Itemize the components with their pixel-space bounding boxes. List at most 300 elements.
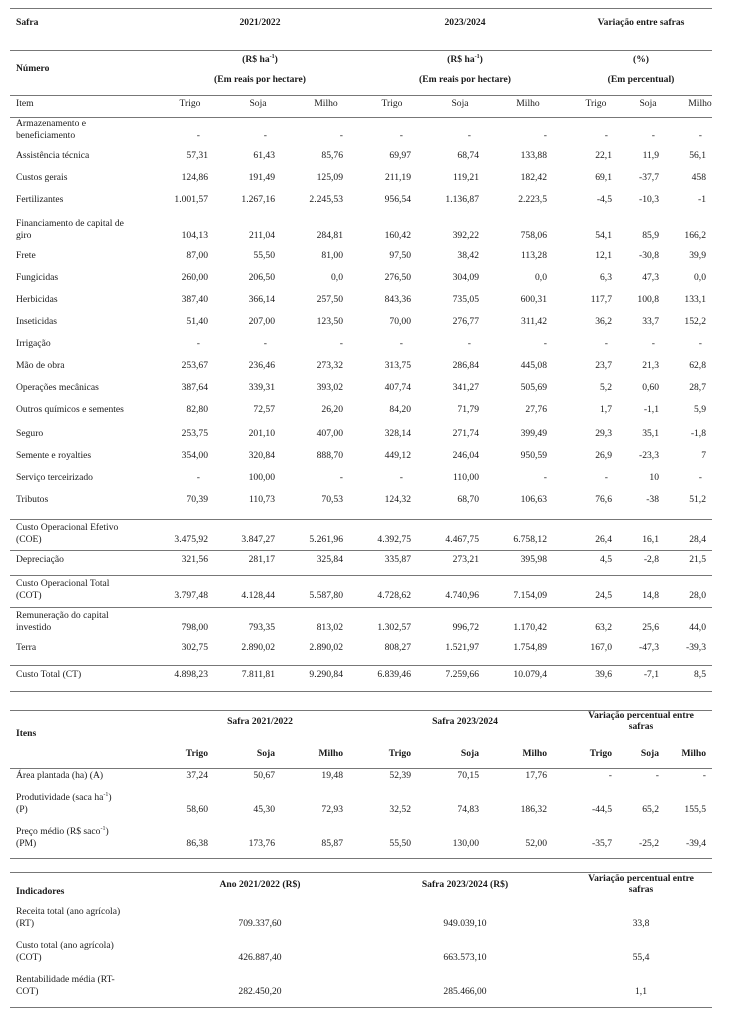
empty-value-cell: -	[698, 130, 702, 141]
value-cell: 282.450,20	[238, 986, 282, 997]
row-item-label: Fertilizantes	[16, 194, 64, 205]
value-cell: 82,80	[186, 404, 208, 415]
value-cell: 6,3	[600, 272, 612, 283]
row-item-label: Seguro	[16, 428, 44, 439]
value-cell: -23,3	[639, 450, 659, 461]
unit-text: (R$ ha	[447, 54, 475, 65]
unit-close: )	[479, 54, 483, 65]
empty-value-cell: -	[263, 130, 267, 141]
empty-value-cell: -	[399, 472, 403, 483]
unit-text: (R$ ha	[242, 54, 270, 65]
numero-label: Número	[16, 63, 50, 74]
value-cell: 808,27	[384, 642, 411, 653]
value-cell: 124,86	[181, 172, 208, 183]
row-item-label	[16, 792, 112, 804]
value-cell: 37,24	[186, 770, 208, 781]
row-item-label: Mão de obra	[16, 360, 65, 371]
value-cell: 387,64	[181, 382, 208, 393]
row-item-label: Assistência técnica	[16, 150, 90, 161]
empty-value-cell: -	[604, 338, 608, 349]
value-cell: 1.267,16	[241, 194, 275, 205]
value-cell: 26,4	[595, 534, 612, 545]
value-cell: 63,2	[595, 622, 612, 633]
itens-label: Itens	[16, 728, 37, 739]
value-cell: 1.754,89	[513, 642, 547, 653]
value-cell: 1,1	[635, 986, 647, 997]
value-cell: 57,31	[186, 150, 208, 161]
table-rule	[10, 8, 712, 9]
value-cell: 201,10	[248, 428, 275, 439]
row-item-label: (PM)	[16, 838, 37, 849]
row-item-label: Remuneração do capital	[16, 610, 109, 621]
row-item-label: Depreciação	[16, 554, 64, 565]
unit-sup: -1	[474, 54, 480, 60]
value-cell: 25,6	[642, 622, 659, 633]
value-cell: -4,5	[596, 194, 612, 205]
value-cell: 51,2	[689, 494, 706, 505]
value-cell: 393,02	[316, 382, 343, 393]
value-cell: 155,5	[684, 804, 706, 815]
row-item-label: Rentabilidade média (RT-	[16, 974, 115, 985]
crop-header-milho: Milho	[314, 98, 338, 109]
value-cell: 311,42	[520, 316, 547, 327]
value-cell: -1,8	[690, 428, 706, 439]
crop-header-milho: Milho	[516, 98, 540, 109]
row-item-label: (COE)	[16, 534, 42, 545]
value-cell: 4.898,23	[174, 669, 208, 680]
value-cell: 321,56	[181, 554, 208, 565]
value-cell: 320,84	[248, 450, 275, 461]
empty-value-cell: -	[651, 338, 655, 349]
value-cell: 69,1	[595, 172, 612, 183]
value-cell: -30,8	[639, 250, 659, 261]
safra-label: Safra	[16, 17, 39, 28]
value-cell: 407,74	[384, 382, 411, 393]
value-cell: 86,38	[186, 838, 208, 849]
empty-value-cell: -	[655, 770, 659, 781]
value-cell: 52,00	[525, 838, 547, 849]
value-cell: 191,49	[248, 172, 275, 183]
unit-sup: -1	[269, 54, 275, 60]
value-cell: 36,2	[595, 316, 612, 327]
value-cell: 22,1	[595, 150, 612, 161]
value-cell: 5,9	[694, 404, 706, 415]
crop-header-trigo: Trigo	[388, 748, 411, 759]
value-cell: 1.136,87	[445, 194, 479, 205]
value-cell: -38	[646, 494, 659, 505]
value-cell: 23,7	[595, 360, 612, 371]
empty-value-cell: -	[467, 130, 471, 141]
value-cell: 110,73	[248, 494, 275, 505]
value-cell: 253,75	[181, 428, 208, 439]
crop-header-trigo: Trigo	[589, 748, 612, 759]
value-cell: 152,2	[684, 316, 706, 327]
empty-value-cell: -	[196, 130, 200, 141]
value-cell: 286,84	[452, 360, 479, 371]
row-item-label: Operações mecânicas	[16, 382, 99, 393]
value-cell: 68,74	[457, 150, 479, 161]
value-cell: 7.154,09	[513, 590, 547, 601]
empty-value-cell: -	[196, 338, 200, 349]
crop-header-trigo: Trigo	[179, 98, 201, 109]
value-cell: 3.847,27	[241, 534, 275, 545]
row-item-label: Serviço terceirizado	[16, 472, 93, 483]
period-2021-header: 2021/2022	[239, 17, 281, 28]
value-cell: 366,14	[248, 294, 275, 305]
empty-value-cell: -	[604, 130, 608, 141]
value-cell: 84,20	[389, 404, 411, 415]
value-cell: 11,9	[642, 150, 659, 161]
value-cell: 395,98	[520, 554, 547, 565]
value-cell: 260,00	[181, 272, 208, 283]
value-cell: 458	[691, 172, 706, 183]
value-cell: 72,57	[253, 404, 275, 415]
table-rule	[10, 95, 712, 96]
indicadores-label: Indicadores	[16, 886, 65, 897]
value-cell: 70,53	[321, 494, 343, 505]
crop-header-milho: Milho	[688, 98, 712, 109]
value-cell: 166,2	[684, 230, 706, 241]
empty-value-cell: -	[604, 472, 608, 483]
period-2021-header: Safra 2021/2022	[227, 716, 293, 727]
value-cell: 26,20	[321, 404, 343, 415]
value-cell: -25,2	[639, 838, 659, 849]
empty-value-cell: -	[196, 472, 200, 483]
value-cell: 182,42	[520, 172, 547, 183]
value-cell: 51,40	[186, 316, 208, 327]
value-cell: -44,5	[592, 804, 612, 815]
value-cell: 7.811,81	[241, 669, 275, 680]
period-2023-header: Safra 2023/2024	[432, 716, 498, 727]
value-cell: 273,21	[452, 554, 479, 565]
value-cell: 354,00	[181, 450, 208, 461]
value-cell: -39,4	[686, 838, 706, 849]
indicators-table	[10, 860, 712, 1020]
value-cell: 28,0	[689, 590, 706, 601]
value-cell: 3.475,92	[174, 534, 208, 545]
value-cell: 211,04	[248, 230, 275, 241]
value-cell: 6.839,46	[377, 669, 411, 680]
unit-variation-desc: (Em percentual)	[607, 74, 675, 85]
value-cell: 0,0	[331, 272, 343, 283]
value-cell: 100,8	[637, 294, 659, 305]
unit-sup: -1	[100, 826, 106, 832]
value-cell: -10,3	[639, 194, 659, 205]
value-cell: 325,84	[316, 554, 343, 565]
value-cell: 600,31	[520, 294, 547, 305]
value-cell: 39,6	[595, 669, 612, 680]
value-cell: 87,00	[186, 250, 208, 261]
value-cell: 119,21	[452, 172, 479, 183]
empty-value-cell: -	[543, 130, 547, 141]
value-cell: 8,5	[694, 669, 706, 680]
crop-header-soja: Soja	[640, 748, 659, 759]
value-cell: 950,59	[520, 450, 547, 461]
value-cell: 5.261,96	[309, 534, 343, 545]
crop-header-trigo: Trigo	[381, 98, 403, 109]
value-cell: -1	[698, 194, 706, 205]
value-cell: 113,28	[520, 250, 547, 261]
value-cell: 27,76	[525, 404, 547, 415]
value-cell: 55,50	[253, 250, 275, 261]
row-item-label: (COT)	[16, 590, 42, 601]
crop-header-soja: Soja	[256, 748, 275, 759]
table-rule	[10, 607, 712, 608]
empty-value-cell: -	[263, 338, 267, 349]
value-cell: 1.521,97	[445, 642, 479, 653]
value-cell: 123,50	[316, 316, 343, 327]
unit-2021	[160, 54, 360, 66]
value-cell: 4.467,75	[445, 534, 479, 545]
value-cell: 70,15	[457, 770, 479, 781]
value-cell: 0,0	[535, 272, 547, 283]
value-cell: 85,9	[642, 230, 659, 241]
value-cell: 813,02	[316, 622, 343, 633]
value-cell: 9.290,84	[309, 669, 343, 680]
value-cell: 1.001,57	[174, 194, 208, 205]
value-cell: 54,1	[595, 230, 612, 241]
value-cell: 85,87	[321, 838, 343, 849]
value-cell: 341,27	[452, 382, 479, 393]
value-cell: 44,0	[689, 622, 706, 633]
value-cell: 996,72	[452, 622, 479, 633]
value-cell: 284,81	[316, 230, 343, 241]
row-item-label: Irrigação	[16, 338, 51, 349]
variation-header-line1: Variação percentual entre	[588, 710, 694, 721]
value-cell: 50,67	[253, 770, 275, 781]
value-cell: 276,50	[384, 272, 411, 283]
table-rule	[10, 575, 712, 576]
row-item-label: Fungicidas	[16, 272, 59, 283]
value-cell: 55,4	[632, 952, 650, 963]
row-item-label: Inseticidas	[16, 316, 58, 327]
empty-value-cell: -	[399, 338, 403, 349]
value-cell: 81,00	[321, 250, 343, 261]
value-cell: 426.887,40	[238, 952, 282, 963]
row-item-label: Receita total (ano agrícola)	[16, 906, 121, 917]
value-cell: 97,50	[389, 250, 411, 261]
empty-value-cell: -	[698, 338, 702, 349]
value-cell: 735,05	[452, 294, 479, 305]
table-rule	[10, 550, 712, 551]
value-cell: 10.079,4	[513, 669, 547, 680]
row-item-label: COT)	[16, 986, 39, 997]
row-item-label: Custo total (ano agrícola)	[16, 940, 114, 951]
value-cell: 110,00	[452, 472, 479, 483]
value-cell: 33,7	[642, 316, 659, 327]
period-2023-header: 2023/2024	[444, 17, 486, 28]
value-cell: 843,36	[384, 294, 411, 305]
value-cell: 6.758,12	[513, 534, 547, 545]
value-cell: 130,00	[452, 838, 479, 849]
row-item-label: Custo Operacional Total	[16, 578, 110, 589]
value-cell: 124,32	[384, 494, 411, 505]
crop-header-soja: Soja	[451, 98, 469, 109]
value-cell: 61,43	[253, 150, 275, 161]
empty-value-cell: -	[339, 338, 343, 349]
row-item-label: Terra	[16, 642, 37, 653]
value-cell: 888,70	[316, 450, 343, 461]
row-item-label: (RT)	[16, 918, 35, 929]
value-cell: 32,52	[389, 804, 411, 815]
value-cell: 45,30	[253, 804, 275, 815]
value-cell: 12,1	[595, 250, 612, 261]
row-item-label: giro	[16, 230, 32, 241]
row-item-label: Semente e royalties	[16, 450, 92, 461]
value-cell: 65,2	[642, 804, 659, 815]
value-cell: -1,1	[643, 404, 659, 415]
value-cell: 70,39	[186, 494, 208, 505]
value-cell: 5.587,80	[309, 590, 343, 601]
value-cell: 3.797,48	[174, 590, 208, 601]
empty-value-cell: -	[467, 338, 471, 349]
table-rule	[10, 117, 712, 118]
unit-variation: (%)	[633, 54, 649, 65]
value-cell: 85,76	[321, 150, 343, 161]
value-cell: -47,3	[639, 642, 659, 653]
unit-2023-desc: (Em reais por hectare)	[419, 74, 511, 85]
empty-value-cell: -	[543, 472, 547, 483]
value-cell: 206,50	[248, 272, 275, 283]
value-cell: 21,3	[642, 360, 659, 371]
crop-header-milho: Milho	[318, 748, 343, 759]
value-cell: 71,79	[457, 404, 479, 415]
table-rule	[10, 768, 712, 769]
table-rule	[10, 858, 712, 859]
item-text: Produtividade (saca ha	[16, 792, 104, 803]
value-cell: 2.245,53	[309, 194, 343, 205]
unit-2021-desc: (Em reais por hectare)	[214, 74, 306, 85]
value-cell: 62,8	[689, 360, 706, 371]
value-cell: 211,19	[384, 172, 411, 183]
value-cell: 4.392,75	[377, 534, 411, 545]
value-cell: -2,8	[643, 554, 659, 565]
value-cell: 246,04	[452, 450, 479, 461]
col-2021-header: Ano 2021/2022 (R$)	[219, 879, 301, 890]
value-cell: -35,7	[592, 838, 612, 849]
table-rule	[10, 1007, 712, 1008]
value-cell: 276,77	[452, 316, 479, 327]
row-item-label: Custo Total (CT)	[16, 669, 82, 680]
value-cell: 68,70	[457, 494, 479, 505]
value-cell: 798,00	[181, 622, 208, 633]
value-cell: 167,0	[590, 642, 612, 653]
value-cell: 7	[701, 450, 706, 461]
row-item-label: Outros químicos e sementes	[16, 404, 124, 415]
value-cell: 5,2	[600, 382, 612, 393]
value-cell: 505,69	[520, 382, 547, 393]
value-cell: 313,75	[384, 360, 411, 371]
row-item-label: Financiamento de capital de	[16, 218, 124, 229]
value-cell: 69,97	[389, 150, 411, 161]
value-cell: 709.337,60	[238, 918, 282, 929]
value-cell: 285.466,00	[443, 986, 487, 997]
value-cell: 207,00	[248, 316, 275, 327]
value-cell: 106,63	[520, 494, 547, 505]
value-cell: 38,42	[457, 250, 479, 261]
table-rule	[10, 665, 712, 666]
value-cell: 1,7	[600, 404, 612, 415]
row-item-label: Custos gerais	[16, 172, 68, 183]
row-item-label: beneficiamento	[16, 130, 76, 141]
value-cell: 0,60	[642, 382, 659, 393]
crop-header-soja: Soja	[639, 98, 657, 109]
value-cell: 117,7	[590, 294, 612, 305]
row-item-label: Tributos	[16, 494, 49, 505]
crop-header-trigo: Trigo	[185, 748, 208, 759]
value-cell: 7.259,66	[445, 669, 479, 680]
value-cell: 257,50	[316, 294, 343, 305]
value-cell: 160,42	[384, 230, 411, 241]
value-cell: -37,7	[639, 172, 659, 183]
value-cell: 253,67	[181, 360, 208, 371]
value-cell: 56,1	[689, 150, 706, 161]
item-label: Item	[16, 98, 34, 109]
value-cell: 1.302,57	[377, 622, 411, 633]
value-cell: 104,13	[181, 230, 208, 241]
value-cell: 125,09	[316, 172, 343, 183]
value-cell: 55,50	[389, 838, 411, 849]
value-cell: 72,93	[321, 804, 343, 815]
crop-header-milho: Milho	[681, 748, 706, 759]
value-cell: 2.223,5	[518, 194, 547, 205]
value-cell: 76,6	[595, 494, 612, 505]
empty-value-cell: -	[651, 130, 655, 141]
value-cell: 52,39	[389, 770, 411, 781]
row-item-label	[16, 826, 109, 838]
value-cell: 302,75	[181, 642, 208, 653]
value-cell: 70,00	[389, 316, 411, 327]
unit-2023	[370, 54, 560, 66]
productivity-table	[10, 700, 712, 860]
value-cell: 10	[649, 472, 659, 483]
empty-value-cell: -	[698, 472, 702, 483]
value-cell: 793,35	[248, 622, 275, 633]
row-item-label: Custo Operacional Efetivo	[16, 522, 119, 533]
value-cell: 100,00	[248, 472, 275, 483]
value-cell: 28,4	[689, 534, 706, 545]
crop-header-soja: Soja	[249, 98, 267, 109]
value-cell: 4,5	[600, 554, 612, 565]
crop-header-milho: Milho	[522, 748, 547, 759]
value-cell: 1.170,42	[513, 622, 547, 633]
value-cell: 399,49	[520, 428, 547, 439]
value-cell: 33,8	[632, 918, 650, 929]
value-cell: 445,08	[520, 360, 547, 371]
empty-value-cell: -	[339, 130, 343, 141]
value-cell: 663.573,10	[443, 952, 487, 963]
value-cell: 74,83	[457, 804, 479, 815]
value-cell: 956,54	[384, 194, 411, 205]
item-close: )	[108, 792, 112, 803]
value-cell: 271,74	[452, 428, 479, 439]
value-cell: 281,17	[248, 554, 275, 565]
value-cell: 39,9	[689, 250, 706, 261]
value-cell: 407,00	[316, 428, 343, 439]
empty-value-cell: -	[543, 338, 547, 349]
value-cell: 133,1	[684, 294, 706, 305]
value-cell: 339,31	[248, 382, 275, 393]
value-cell: 335,87	[384, 554, 411, 565]
value-cell: 21,5	[689, 554, 706, 565]
variation-header-line2: safras	[628, 884, 654, 895]
col-2023-header: Safra 2023/2024 (R$)	[421, 879, 509, 890]
item-close: )	[105, 826, 109, 837]
value-cell: 236,46	[248, 360, 275, 371]
value-cell: 58,60	[186, 804, 208, 815]
value-cell: 16,1	[642, 534, 659, 545]
value-cell: 2.890,02	[309, 642, 343, 653]
